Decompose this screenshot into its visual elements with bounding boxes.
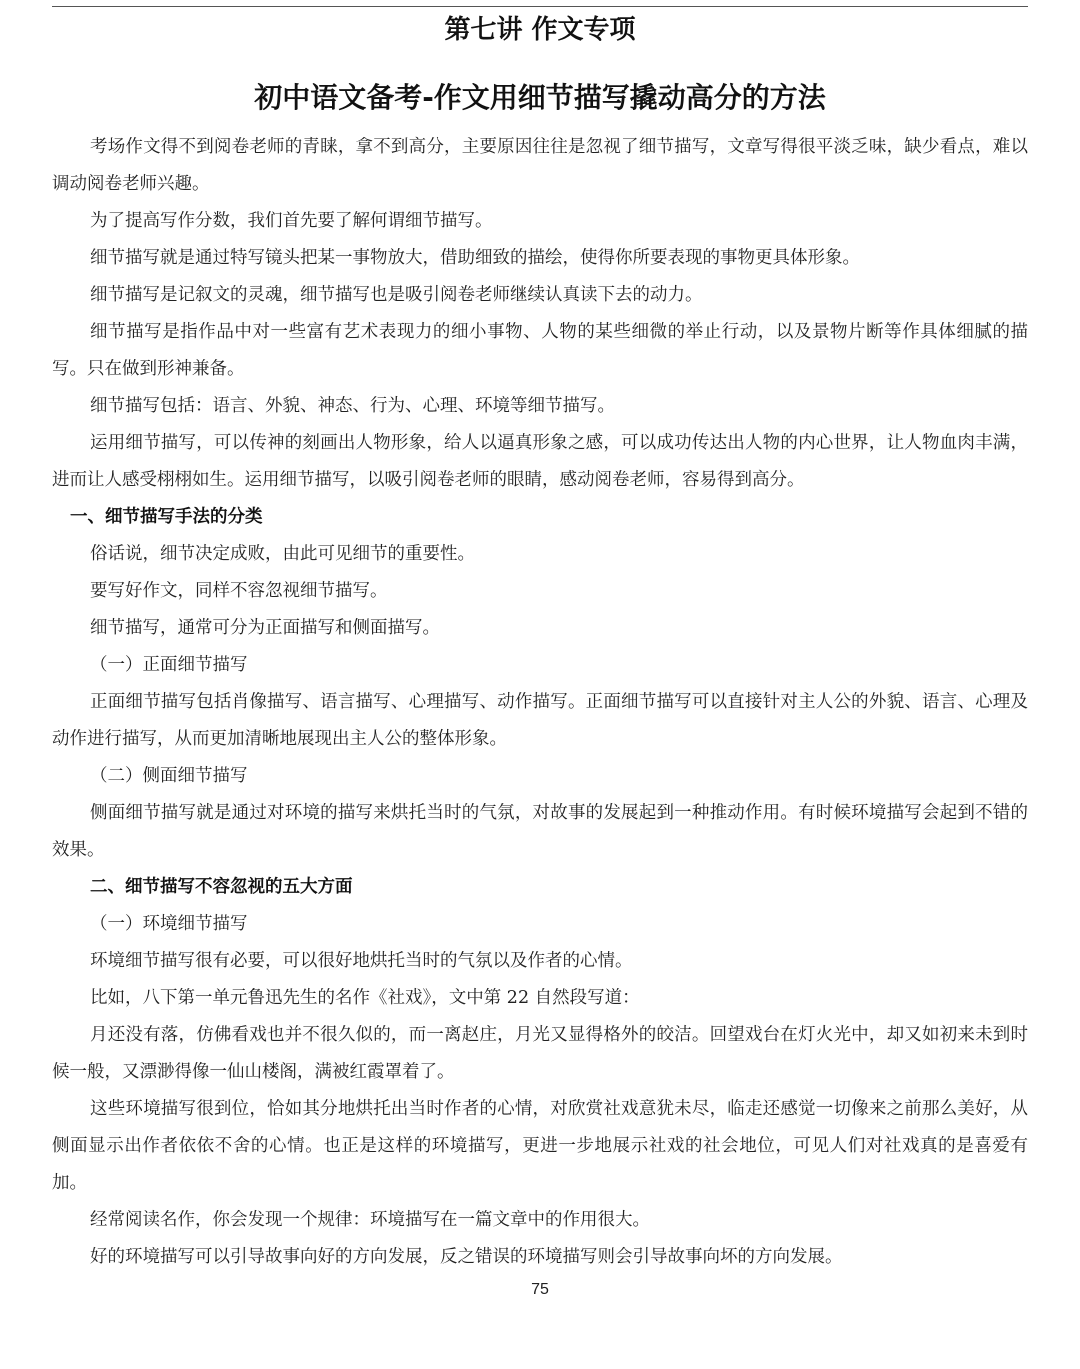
paragraph: 比如，八下第一单元鲁迅先生的名作《社戏》，文中第 22 自然段写道： [90, 988, 640, 1008]
subsection-heading: （二）侧面细节描写 [90, 766, 248, 786]
subsection-heading: （一）正面细节描写 [90, 655, 248, 675]
paragraph: 细节描写是记叙文的灵魂，细节描写也是吸引阅卷老师继续认真读下去的动力。 [90, 285, 703, 305]
paragraph: 俗话说，细节决定成败，由此可见细节的重要性。 [90, 544, 475, 564]
paragraph: 运用细节描写，可以传神的刻画出人物形象，给人以逼真形象之感，可以成功传达出人物的内心世界，让人物血肉丰满，进而让人感受栩栩如生。运用细节描写，以吸引阅卷老师的眼睛，感动阅卷老师，容易得到高分。 [52, 433, 1028, 490]
header-rule [52, 6, 1028, 7]
paragraph: 要写好作文，同样不容忽视细节描写。 [90, 581, 388, 601]
subsection-heading: （一）环境细节描写 [90, 914, 248, 934]
paragraph: 细节描写包括：语言、外貌、神态、行为、心理、环境等细节描写。 [90, 396, 615, 416]
page-number: 75 [531, 1281, 549, 1298]
paragraph: 环境细节描写很有必要，可以很好地烘托当时的气氛以及作者的心情。 [90, 951, 633, 971]
document-body [52, 129, 1028, 1276]
paragraph: 细节描写是指作品中对一些富有艺术表现力的细小事物、人物的某些细微的举止行动，以及景物片断等作具体细腻的描写。只在做到形神兼备。 [52, 322, 1028, 379]
paragraph: 为了提高写作分数，我们首先要了解何谓细节描写。 [90, 211, 493, 231]
paragraph: 这些环境描写很到位，恰如其分地烘托出当时作者的心情，对欣赏社戏意犹未尽，临走还感觉一切像来之前那么美好，从侧面显示出作者依依不舍的心情。也正是这样的环境描写，更进一步地展示社戏的社会地位，可见人们对社戏真的是喜爱有加。 [52, 1099, 1028, 1193]
document-title: 初中语文备考-作文用细节描写撬动高分的方法 [254, 81, 826, 114]
quoted-paragraph: 月还没有落，仿佛看戏也并不很久似的，而一离赵庄，月光又显得格外的皎洁。回望戏台在灯火光中，却又如初来未到时候一般，又漂渺得像一仙山楼阁，满被红霞罩着了。 [52, 1025, 1028, 1082]
section-heading-1: 一、细节描写手法的分类 [70, 507, 263, 527]
paragraph: 细节描写就是通过特写镜头把某一事物放大，借助细致的描绘，使得你所要表现的事物更具体形象。 [90, 248, 860, 268]
paragraph: 好的环境描写可以引导故事向好的方向发展，反之错误的环境描写则会引导故事向坏的方向发展。 [90, 1247, 843, 1267]
paragraph: 细节描写，通常可分为正面描写和侧面描写。 [90, 618, 440, 638]
paragraph: 经常阅读名作，你会发现一个规律：环境描写在一篇文章中的作用很大。 [90, 1210, 650, 1230]
paragraph: 考场作文得不到阅卷老师的青睐，拿不到高分，主要原因往往是忽视了细节描写，文章写得很平淡乏味，缺少看点，难以调动阅卷老师兴趣。 [52, 137, 1028, 194]
paragraph: 正面细节描写包括肖像描写、语言描写、心理描写、动作描写。正面细节描写可以直接针对主人公的外貌、语言、心理及动作进行描写，从而更加清晰地展现出主人公的整体形象。 [52, 692, 1028, 749]
section-heading-2: 二、细节描写不容忽视的五大方面 [90, 877, 353, 897]
chapter-title: 第七讲 作文专项 [444, 15, 636, 45]
paragraph: 侧面细节描写就是通过对环境的描写来烘托当时的气氛，对故事的发展起到一种推动作用。有时候环境描写会起到不错的效果。 [52, 803, 1028, 860]
